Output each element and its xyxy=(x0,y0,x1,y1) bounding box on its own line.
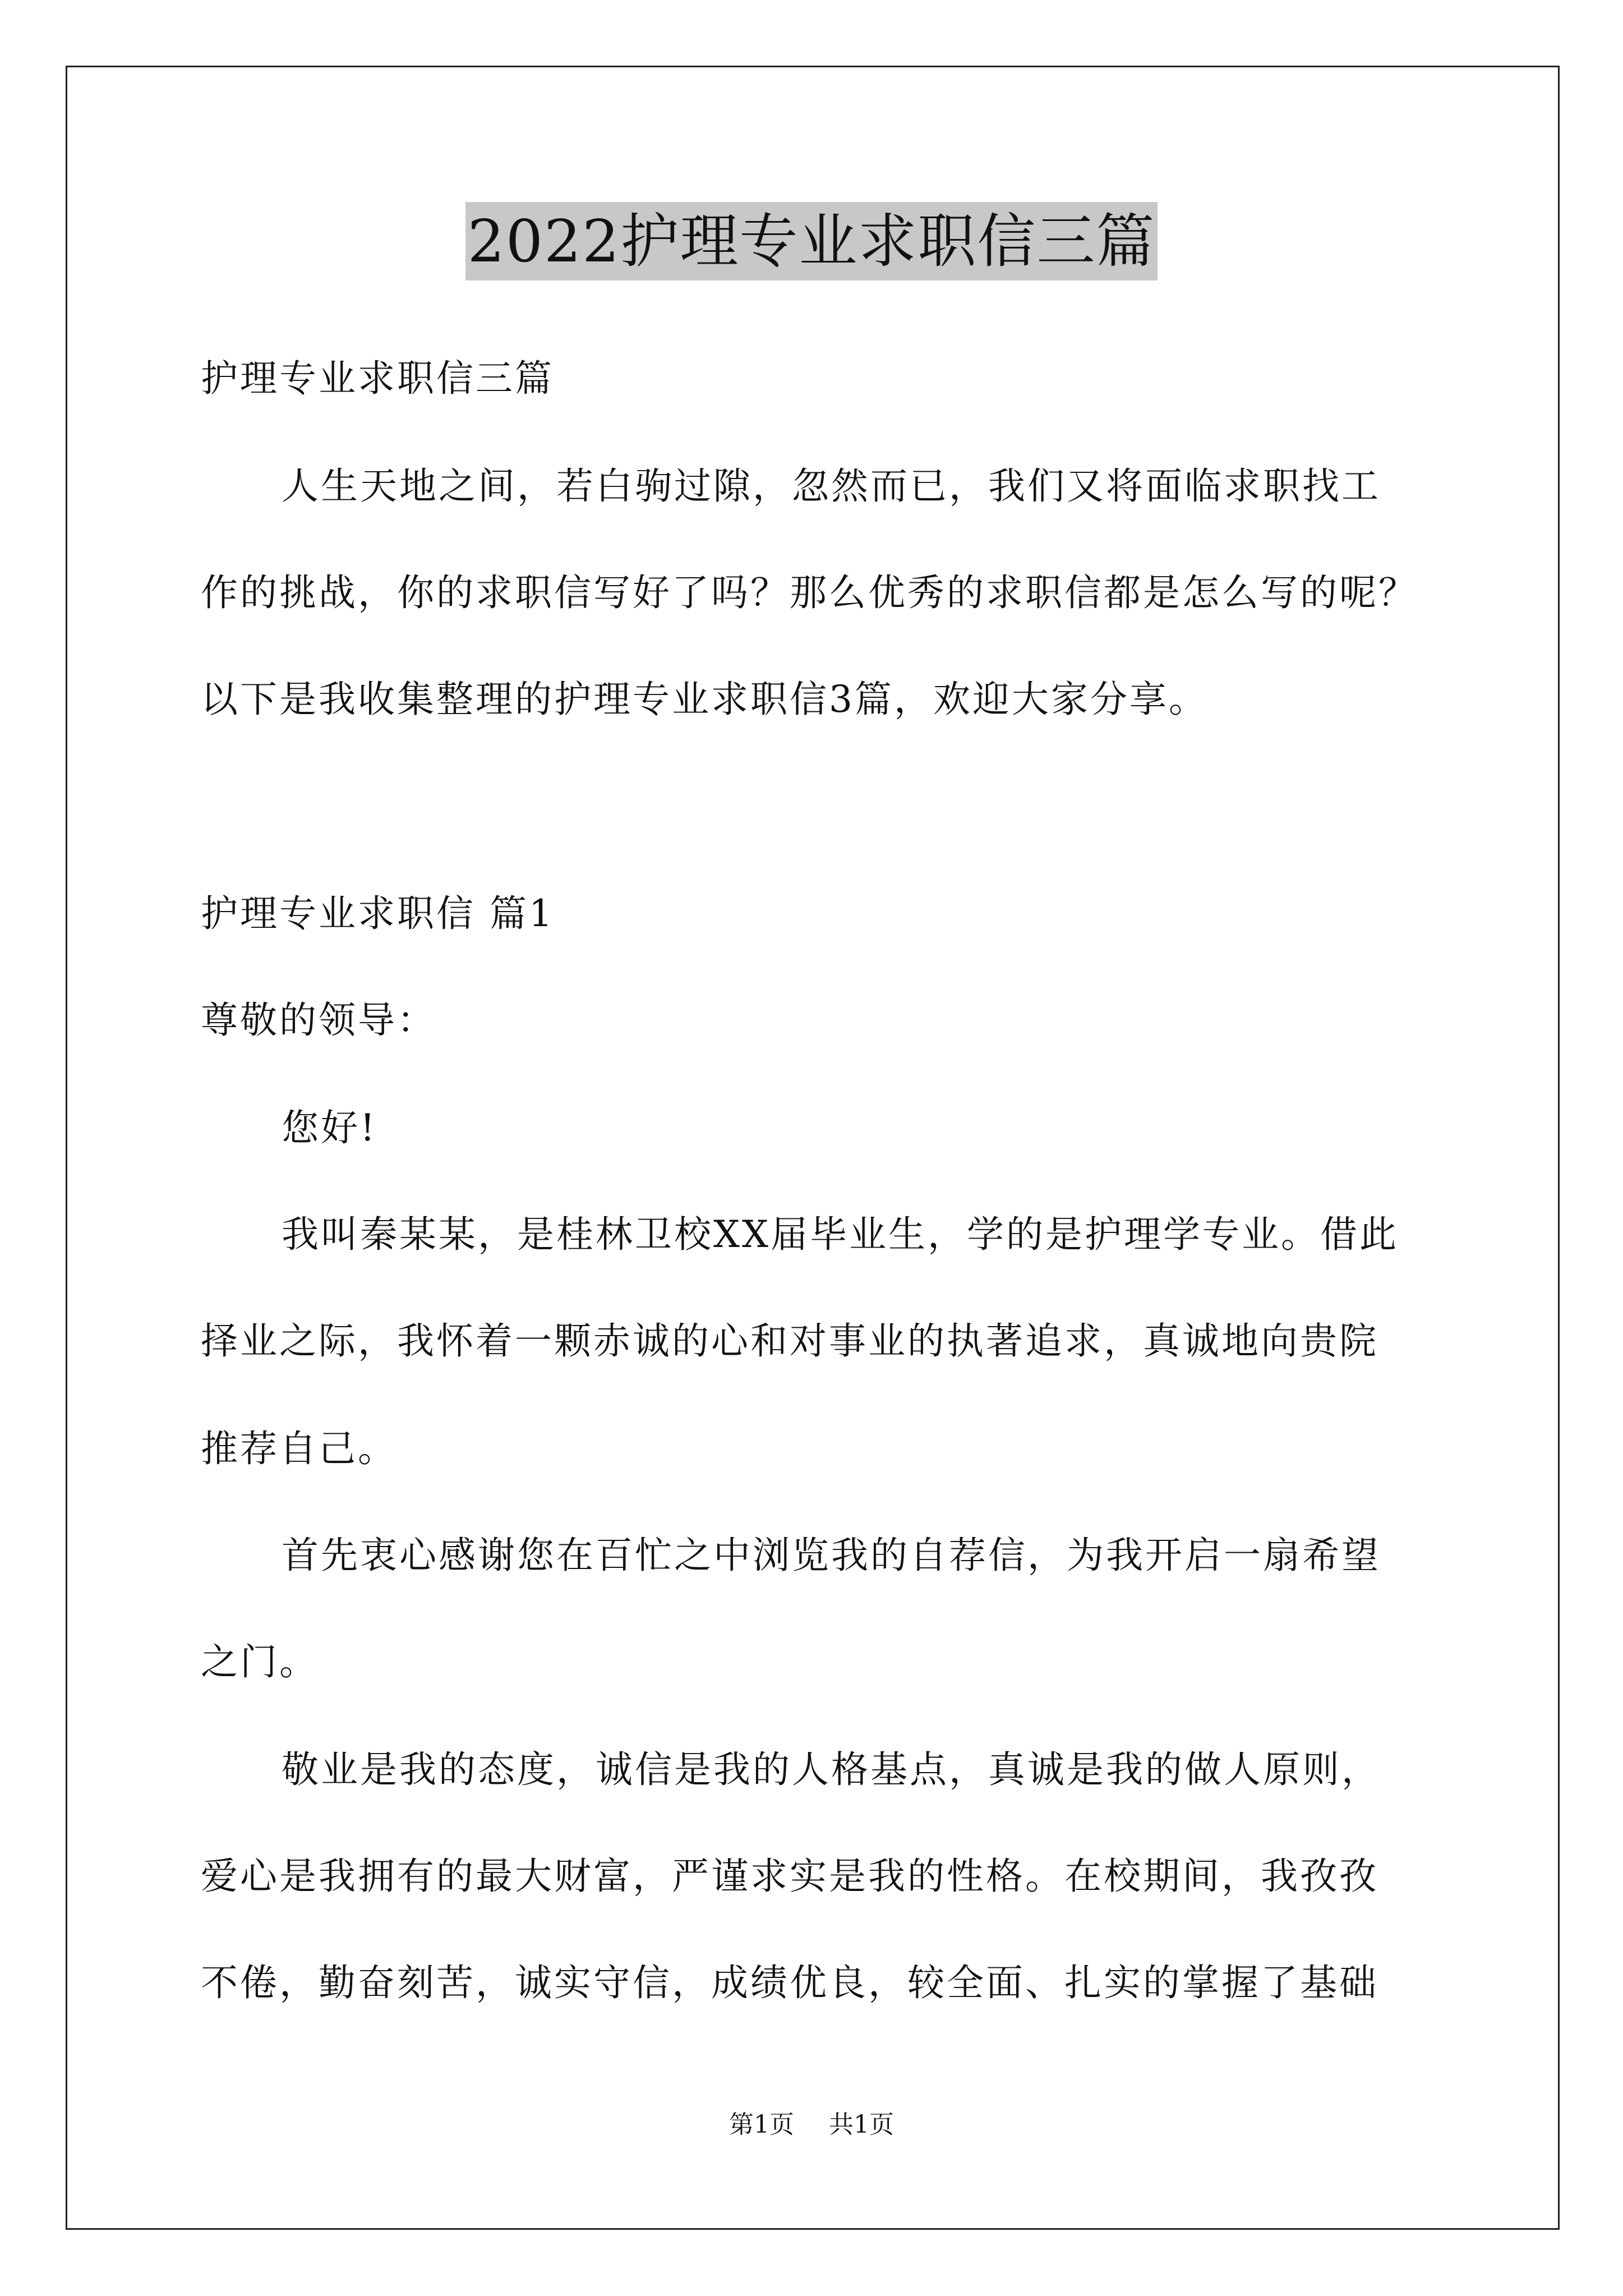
body-line: 以下是我收集整理的护理专业求职信3篇，欢迎大家分享。 xyxy=(201,678,1208,721)
body-line: 作的挑战，你的求职信写好了吗？那么优秀的求职信都是怎么写的呢？ xyxy=(201,571,1418,614)
body-line: 不倦，勤奋刻苦，诚实守信，成绩优良，较全面、扎实的掌握了基础 xyxy=(201,1961,1378,2004)
section-heading: 护理专业求职信 篇1 xyxy=(201,892,555,935)
document-title: 2022护理专业求职信三篇 xyxy=(465,202,1158,280)
body-line: 推荐自己。 xyxy=(201,1427,397,1470)
body-line: 爱心是我拥有的最大财富，严谨求实是我的性格。在校期间，我孜孜 xyxy=(201,1855,1378,1898)
body-line: 我叫秦某某，是桂林卫校XX届毕业生，学的是护理学专业。借此 xyxy=(282,1213,1399,1256)
page-number: 第1页 xyxy=(729,2110,794,2139)
body-line: 首先衷心感谢您在百忙之中浏览我的自荐信，为我开启一扇希望 xyxy=(282,1534,1381,1577)
body-line: 人生天地之间，若白驹过隙，忽然而已，我们又将面临求职找工 xyxy=(282,464,1381,508)
greeting-line: 您好! xyxy=(282,1106,377,1149)
subtitle-line: 护理专业求职信三篇 xyxy=(201,357,554,400)
salutation-line: 尊敬的领导： xyxy=(201,999,436,1042)
body-line: 敬业是我的态度，诚信是我的人格基点，真诚是我的做人原则， xyxy=(282,1748,1381,1791)
title-container xyxy=(0,202,1623,280)
page-footer xyxy=(0,2108,1623,2142)
body-line: 之门。 xyxy=(201,1640,319,1683)
page-total: 共1页 xyxy=(829,2110,894,2139)
body-line: 择业之际，我怀着一颗赤诚的心和对事业的执著追求，真诚地向贵院 xyxy=(201,1319,1378,1363)
